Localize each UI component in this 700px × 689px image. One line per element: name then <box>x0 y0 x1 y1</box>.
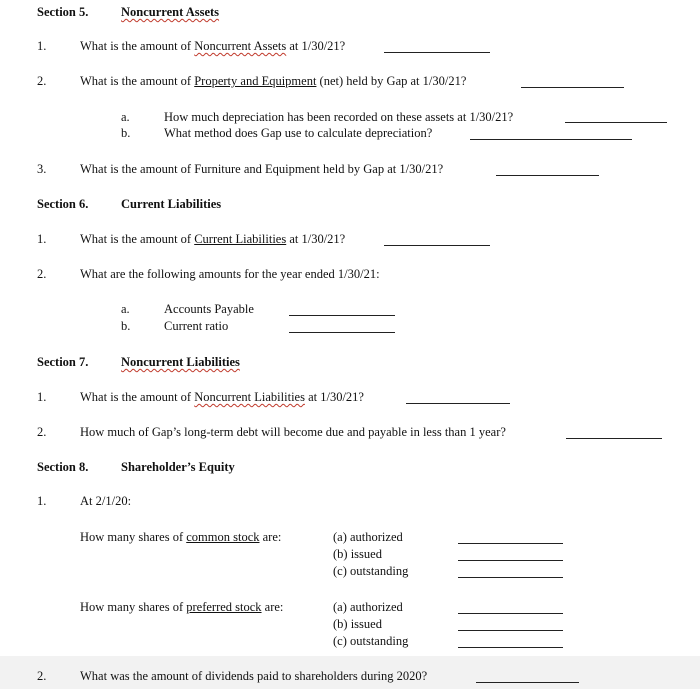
s7-q2-number: 2. <box>37 425 47 439</box>
common-issued-label: (b) issued <box>333 547 382 561</box>
common-issued-blank[interactable] <box>458 560 563 561</box>
common-outstanding-blank[interactable] <box>458 577 563 578</box>
s5-q1-text: What is the amount of Noncurrent Assets at 1/30/21? <box>80 39 346 53</box>
s5-q2b-text: What method does Gap use to calculate depreciation? <box>164 126 433 140</box>
common-authorized-blank[interactable] <box>458 543 563 544</box>
section-8-number: Section 8. <box>37 460 89 474</box>
section-8-title: Shareholder’s Equity <box>121 460 235 474</box>
s6-q2b-text: Current ratio <box>164 319 229 333</box>
s6-q2-number: 2. <box>37 267 47 281</box>
s5-q3-number: 3. <box>37 162 47 176</box>
s7-q1-text: What is the amount of Noncurrent Liabilities at 1/30/21? <box>80 390 364 404</box>
section-7-number: Section 7. <box>37 355 89 369</box>
section-6-title: Current Liabilities <box>121 197 222 211</box>
s8-q1-number: 1. <box>37 494 47 508</box>
s6-q2b-letter: b. <box>121 319 131 333</box>
s5-q2b-letter: b. <box>121 126 131 140</box>
s7-q1-number: 1. <box>37 390 47 404</box>
preferred-authorized-label: (a) authorized <box>333 600 403 614</box>
s5-q1-number: 1. <box>37 39 47 53</box>
s5-q2a-text: How much depreciation has been recorded on these assets at 1/30/21? <box>164 110 514 124</box>
s6-q1-answer-blank[interactable] <box>384 245 490 246</box>
s6-q1-number: 1. <box>37 232 47 246</box>
section-7-title: Noncurrent Liabilities <box>121 355 240 369</box>
s5-q2a-answer-blank[interactable] <box>565 122 667 123</box>
s6-q2a-text: Accounts Payable <box>164 302 254 316</box>
s5-q2-number: 2. <box>37 74 47 88</box>
section-5-number: Section 5. <box>37 5 89 19</box>
s7-q2-answer-blank[interactable] <box>566 438 662 439</box>
preferred-authorized-blank[interactable] <box>458 613 563 614</box>
s5-q2-answer-blank[interactable] <box>521 87 624 88</box>
s8-q2-answer-blank[interactable] <box>476 682 579 683</box>
s8-q1-text: At 2/1/20: <box>80 494 132 508</box>
preferred-issued-label: (b) issued <box>333 617 382 631</box>
s7-q1-answer-blank[interactable] <box>406 403 510 404</box>
s5-q2-text: What is the amount of Property and Equipment (net) held by Gap at 1/30/21? <box>80 74 467 88</box>
s7-q2-text: How much of Gap’s long-term debt will become due and payable in less than 1 year? <box>80 425 506 439</box>
section-6-number: Section 6. <box>37 197 89 211</box>
s5-q1-answer-blank[interactable] <box>384 52 490 53</box>
s5-q3-text: What is the amount of Furniture and Equipment held by Gap at 1/30/21? <box>80 162 444 176</box>
common-outstanding-label: (c) outstanding <box>333 564 409 578</box>
s6-q1-text: What is the amount of Current Liabilities at 1/30/21? <box>80 232 346 246</box>
preferred-issued-blank[interactable] <box>458 630 563 631</box>
preferred-outstanding-label: (c) outstanding <box>333 634 409 648</box>
s6-q2-text: What are the following amounts for the year ended 1/30/21: <box>80 267 380 281</box>
s6-q2b-answer-blank[interactable] <box>289 332 395 333</box>
s6-q2a-letter: a. <box>121 302 130 316</box>
preferred-stock-question: How many shares of preferred stock are: <box>80 600 284 614</box>
common-authorized-label: (a) authorized <box>333 530 403 544</box>
preferred-outstanding-blank[interactable] <box>458 647 563 648</box>
common-stock-question: How many shares of common stock are: <box>80 530 282 544</box>
section-5-title: Noncurrent Assets <box>121 5 220 19</box>
s8-q2-text: What was the amount of dividends paid to shareholders during 2020? <box>80 669 428 683</box>
s6-q2a-answer-blank[interactable] <box>289 315 395 316</box>
s5-q3-answer-blank[interactable] <box>496 175 599 176</box>
s8-q2-number: 2. <box>37 669 47 683</box>
s5-q2b-answer-blank[interactable] <box>470 139 632 140</box>
s5-q2a-letter: a. <box>121 110 130 124</box>
